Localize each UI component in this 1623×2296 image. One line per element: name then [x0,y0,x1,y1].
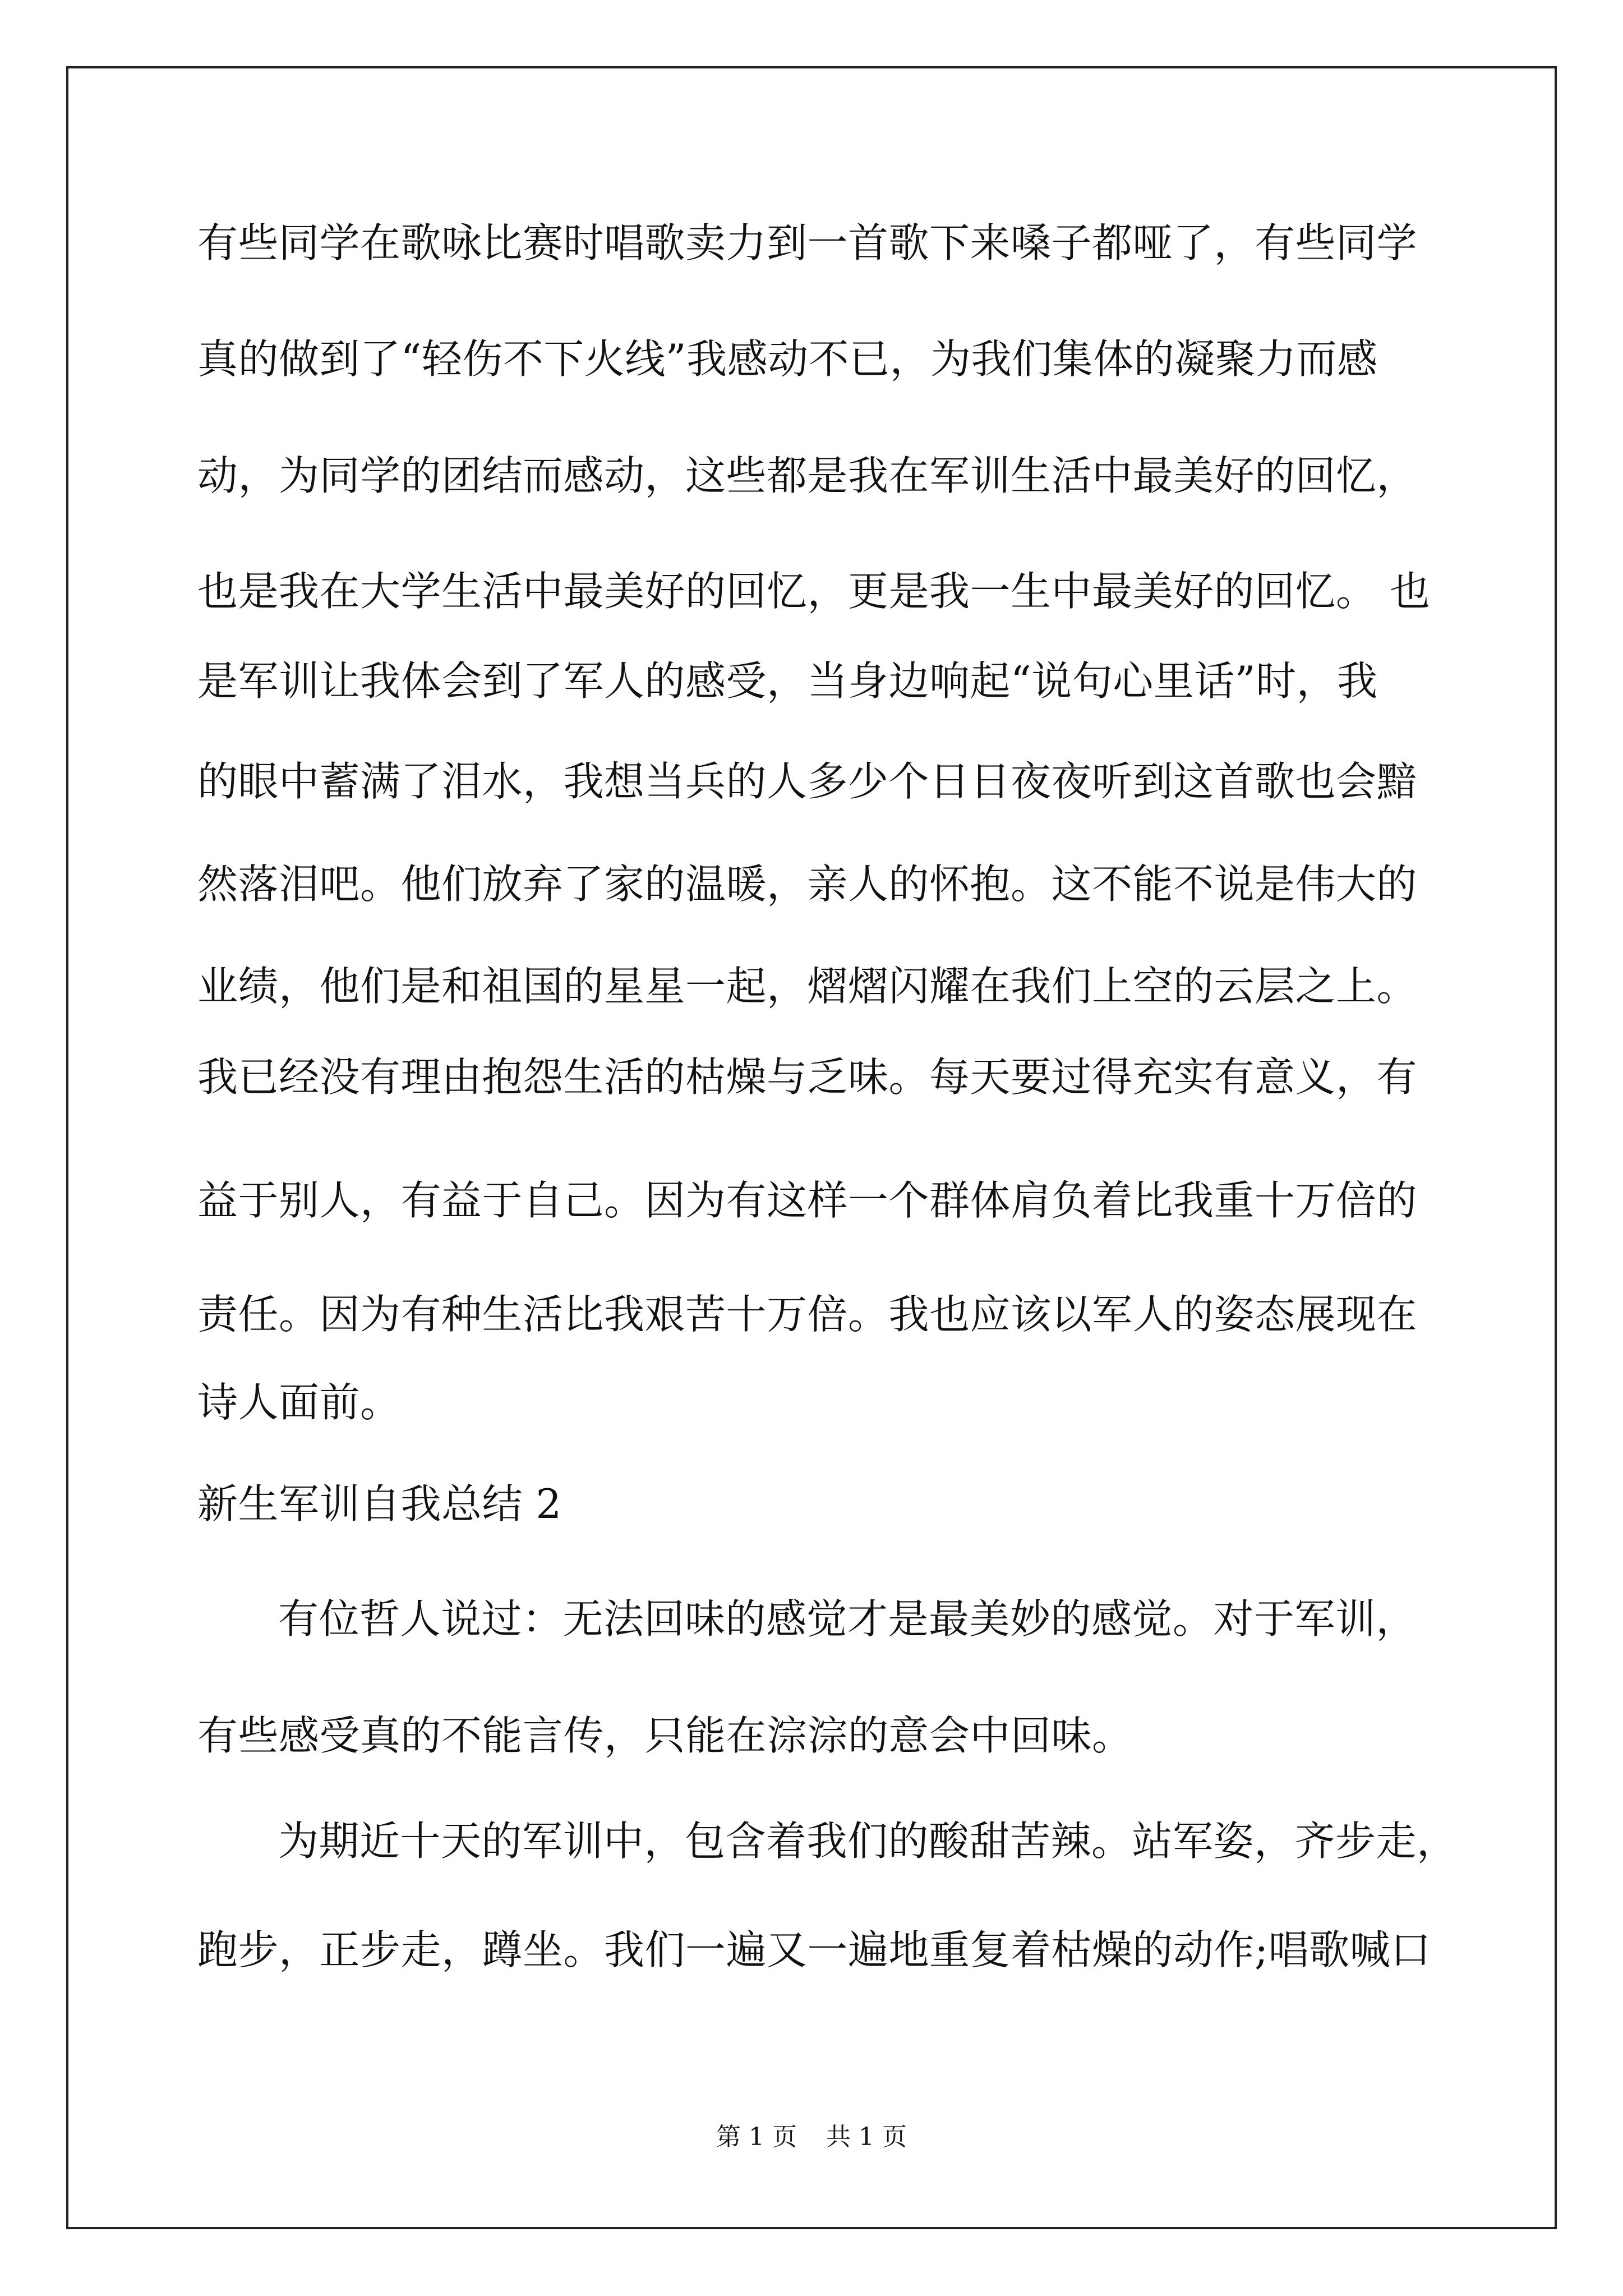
paragraph-first-line: 有位哲人说过：无法回味的感觉才是最美妙的感觉。对于军训， [278,1595,1417,1642]
body-line: 然落泪吧。他们放弃了家的温暖，亲人的怀抱。这不能不说是伟大的 [197,861,1418,908]
page-total: 共 1 页 [826,2123,907,2151]
body-line: 益于别人，有益于自己。因为有这样一个群体肩负着比我重十万倍的 [197,1177,1418,1224]
body-line: 跑步，正步走，蹲坐。我们一遍又一遍地重复着枯燥的动作;唱歌喊口 [197,1926,1431,1973]
body-line: 有些同学在歌咏比赛时唱歌卖力到一首歌下来嗓子都哑了，有些同学 [197,219,1418,266]
paragraph-first-line: 为期近十天的军训中，包含着我们的酸甜苦辣。站军姿，齐步走， [278,1818,1458,1865]
body-line: 的眼中蓄满了泪水，我想当兵的人多少个日日夜夜听到这首歌也会黯 [197,758,1418,805]
page-border [66,66,1557,2229]
body-line: 责任。因为有种生活比我艰苦十万倍。我也应该以军人的姿态展现在 [197,1291,1418,1338]
body-line: 真的做到了“轻伤不下火线”我感动不已，为我们集体的凝聚力而感 [197,335,1378,383]
body-line: 业绩，他们是和祖国的星星一起，熠熠闪耀在我们上空的云层之上。 [197,963,1418,1010]
body-line: 有些感受真的不能言传，只能在淙淙的意会中回味。 [197,1712,1133,1759]
page-number: 第 1 页 [716,2123,797,2151]
section-heading: 新生军训自我总结 2 [197,1480,562,1527]
body-line: 也是我在大学生活中最美好的回忆，更是我一生中最美好的回忆。 也 [197,568,1431,615]
page-footer [0,2120,1623,2154]
body-line: 是军训让我体会到了军人的感受，当身边响起“说句心里话”时，我 [197,657,1378,705]
body-line: 动，为同学的团结而感动，这些都是我在军训生活中最美好的回忆， [197,452,1418,499]
body-line: 诗人面前。 [197,1379,401,1426]
body-line: 我已经没有理由抱怨生活的枯燥与乏味。每天要过得充实有意义，有 [197,1053,1418,1101]
